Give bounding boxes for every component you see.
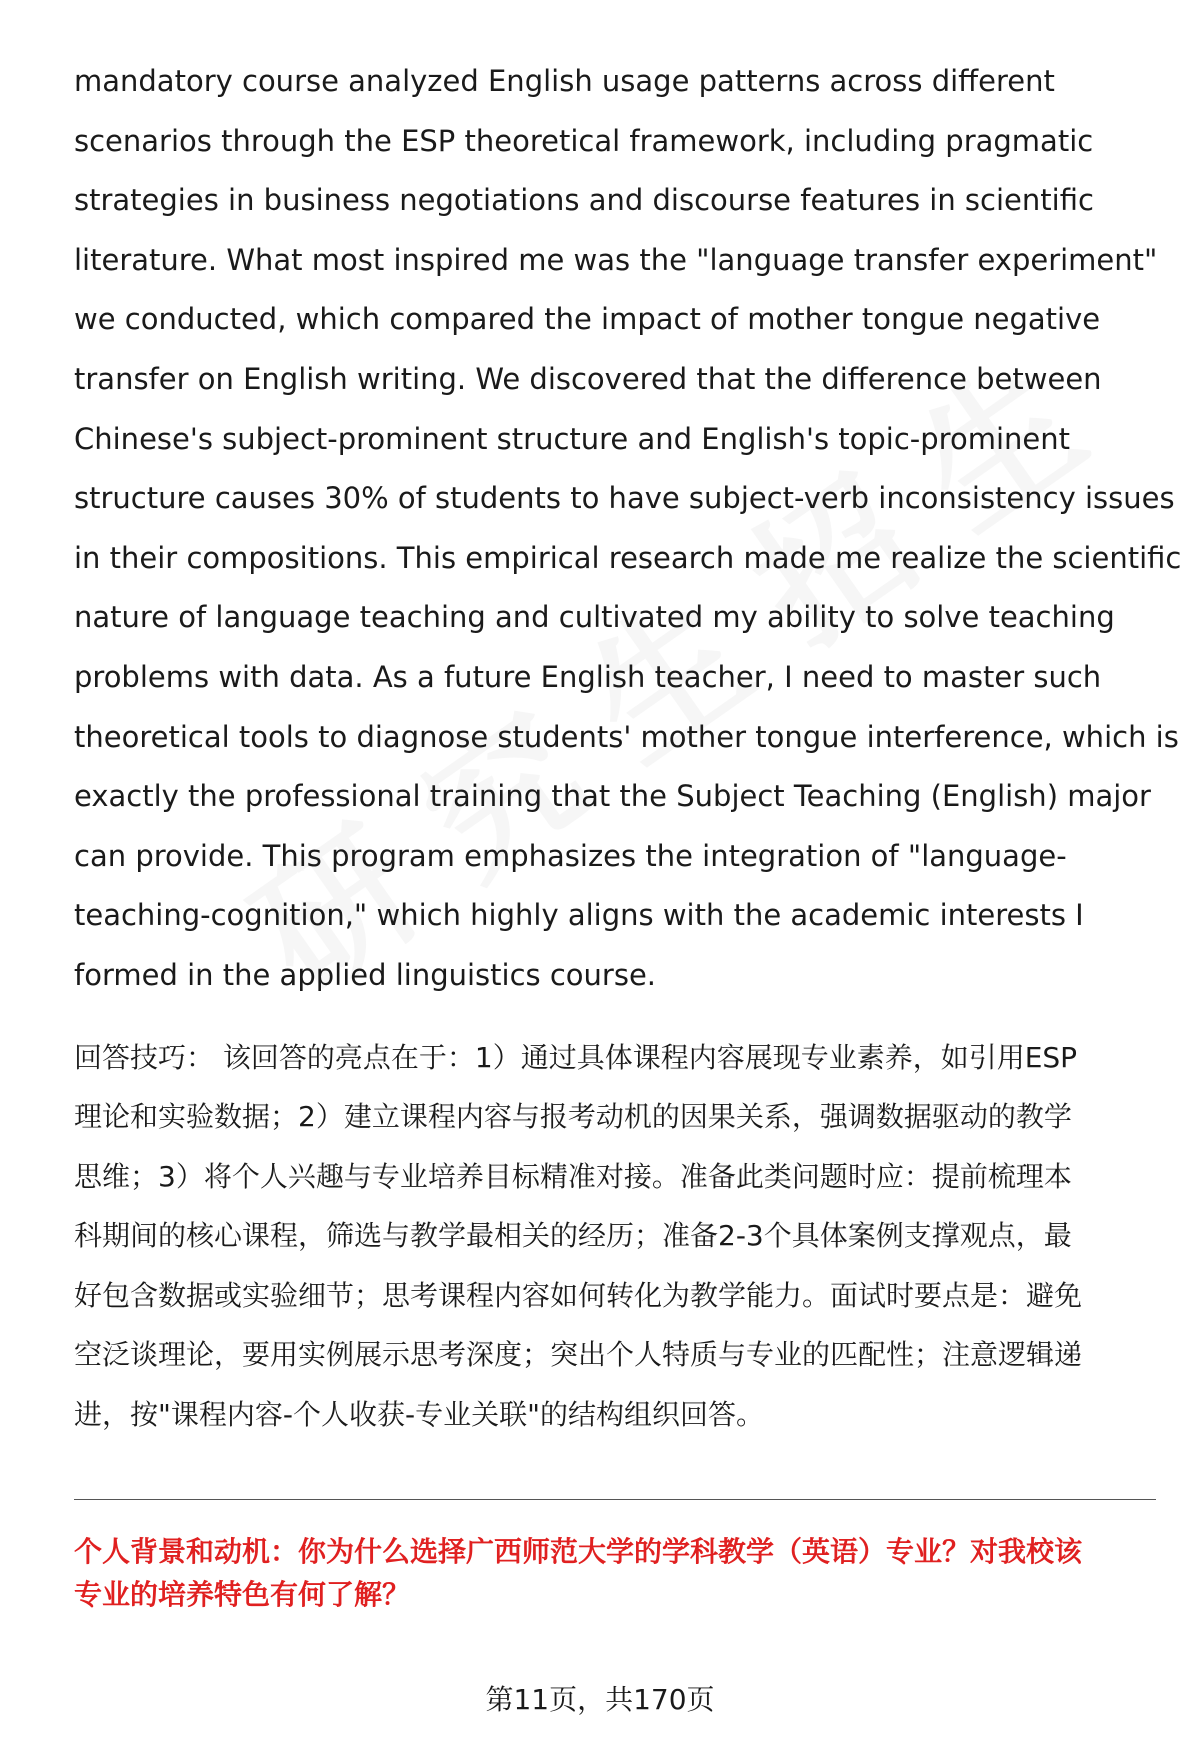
answer-line: literature. What most inspired me was the "language transfer experiment" <box>74 242 1158 277</box>
tips-line: 科期间的核心课程，筛选与教学最相关的经历；准备2-3个具体案例支撑观点，最 <box>74 1219 1072 1253</box>
tips-line: 思维；3）将个人兴趣与专业培养目标精准对接。准备此类问题时应：提前梳理本 <box>74 1159 1072 1193</box>
answer-paragraph <box>74 52 1182 1006</box>
tips-line: 理论和实验数据；2）建立课程内容与报考动机的因果关系，强调数据驱动的教学 <box>74 1100 1072 1134</box>
page-number: 第11页，共170页 <box>485 1683 715 1716</box>
tips-line: 好包含数据或实验细节；思考课程内容如何转化为教学能力。面试时要点是：避免 <box>74 1278 1083 1312</box>
answer-line: Chinese's subject-prominent structure and English's topic-prominent <box>74 421 1070 456</box>
answer-line: transfer on English writing. We discovered that the difference between <box>74 361 1102 396</box>
question-line: 个人背景和动机：你为什么选择广西师范大学的学科教学（英语）专业？对我校该 <box>74 1535 1083 1568</box>
answer-line: strategies in business negotiations and discourse features in scientific <box>74 183 1094 218</box>
answer-line: nature of language teaching and cultivated my ability to solve teaching <box>74 600 1115 635</box>
answer-line: mandatory course analyzed English usage patterns across different <box>74 64 1055 98</box>
interview-question <box>74 1530 1164 1616</box>
tips-line: 回答技巧： 该回答的亮点在于：1）通过具体课程内容展现专业素养，如引用ESP <box>74 1040 1078 1074</box>
page-content <box>74 52 1182 1445</box>
answer-line: structure causes 30% of students to have subject-verb inconsistency issues <box>74 481 1175 516</box>
answer-line: teaching-cognition," which highly aligns with the academic interests I <box>74 898 1084 933</box>
answer-tips <box>74 1028 1164 1445</box>
answer-line: theoretical tools to diagnose students' mother tongue interference, which is <box>74 719 1179 754</box>
answer-line: can provide. This program emphasizes the integration of "language- <box>74 838 1067 873</box>
answer-line: formed in the applied linguistics course. <box>74 957 657 992</box>
tips-line: 进，按"课程内容-个人收获-专业关联"的结构组织回答。 <box>74 1398 764 1432</box>
answer-line: scenarios through the ESP theoretical framework, including pragmatic <box>74 123 1094 158</box>
question-line: 专业的培养特色有何了解？ <box>74 1578 411 1611</box>
answer-line: problems with data. As a future English teacher, I need to master such <box>74 659 1102 694</box>
answer-line: we conducted, which compared the impact of mother tongue negative <box>74 302 1101 337</box>
tips-line: 空泛谈理论，要用实例展示思考深度；突出个人特质与专业的匹配性；注意逻辑递 <box>74 1338 1083 1372</box>
answer-line: exactly the professional training that the Subject Teaching (English) major <box>74 779 1151 814</box>
section-divider <box>74 1499 1156 1500</box>
answer-line: in their compositions. This empirical research made me realize the scientific <box>74 540 1182 575</box>
